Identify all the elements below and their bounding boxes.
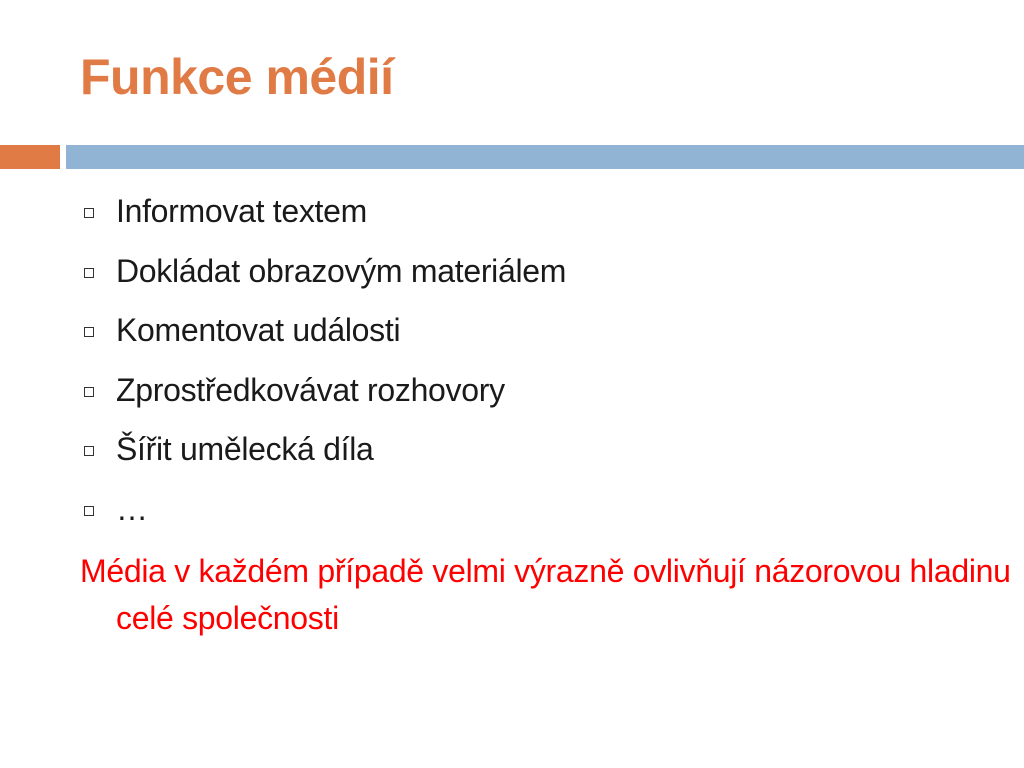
bullet-text: … xyxy=(116,490,148,527)
square-bullet-icon xyxy=(84,327,94,337)
bullet-text: Informovat textem xyxy=(116,193,367,229)
square-bullet-icon xyxy=(84,208,94,218)
slide-title: Funkce médií xyxy=(80,49,394,105)
bullet-text: Zprostředkovávat rozhovory xyxy=(116,371,505,408)
highlighted-note: Média v každém případě velmi výrazně ovlivňují názorovou hladinu celé společnosti xyxy=(80,553,1011,636)
bullet-text: Šířit umělecká díla xyxy=(116,431,374,467)
square-bullet-icon xyxy=(84,268,94,278)
bullet-text: Dokládat obrazovým materiálem xyxy=(116,252,567,289)
square-bullet-icon xyxy=(84,506,94,516)
square-bullet-icon xyxy=(84,387,94,397)
title-rule-blue xyxy=(66,145,1024,169)
bullet-text: Komentovat události xyxy=(116,312,401,348)
square-bullet-icon xyxy=(84,446,94,456)
title-rule-orange xyxy=(0,145,60,169)
